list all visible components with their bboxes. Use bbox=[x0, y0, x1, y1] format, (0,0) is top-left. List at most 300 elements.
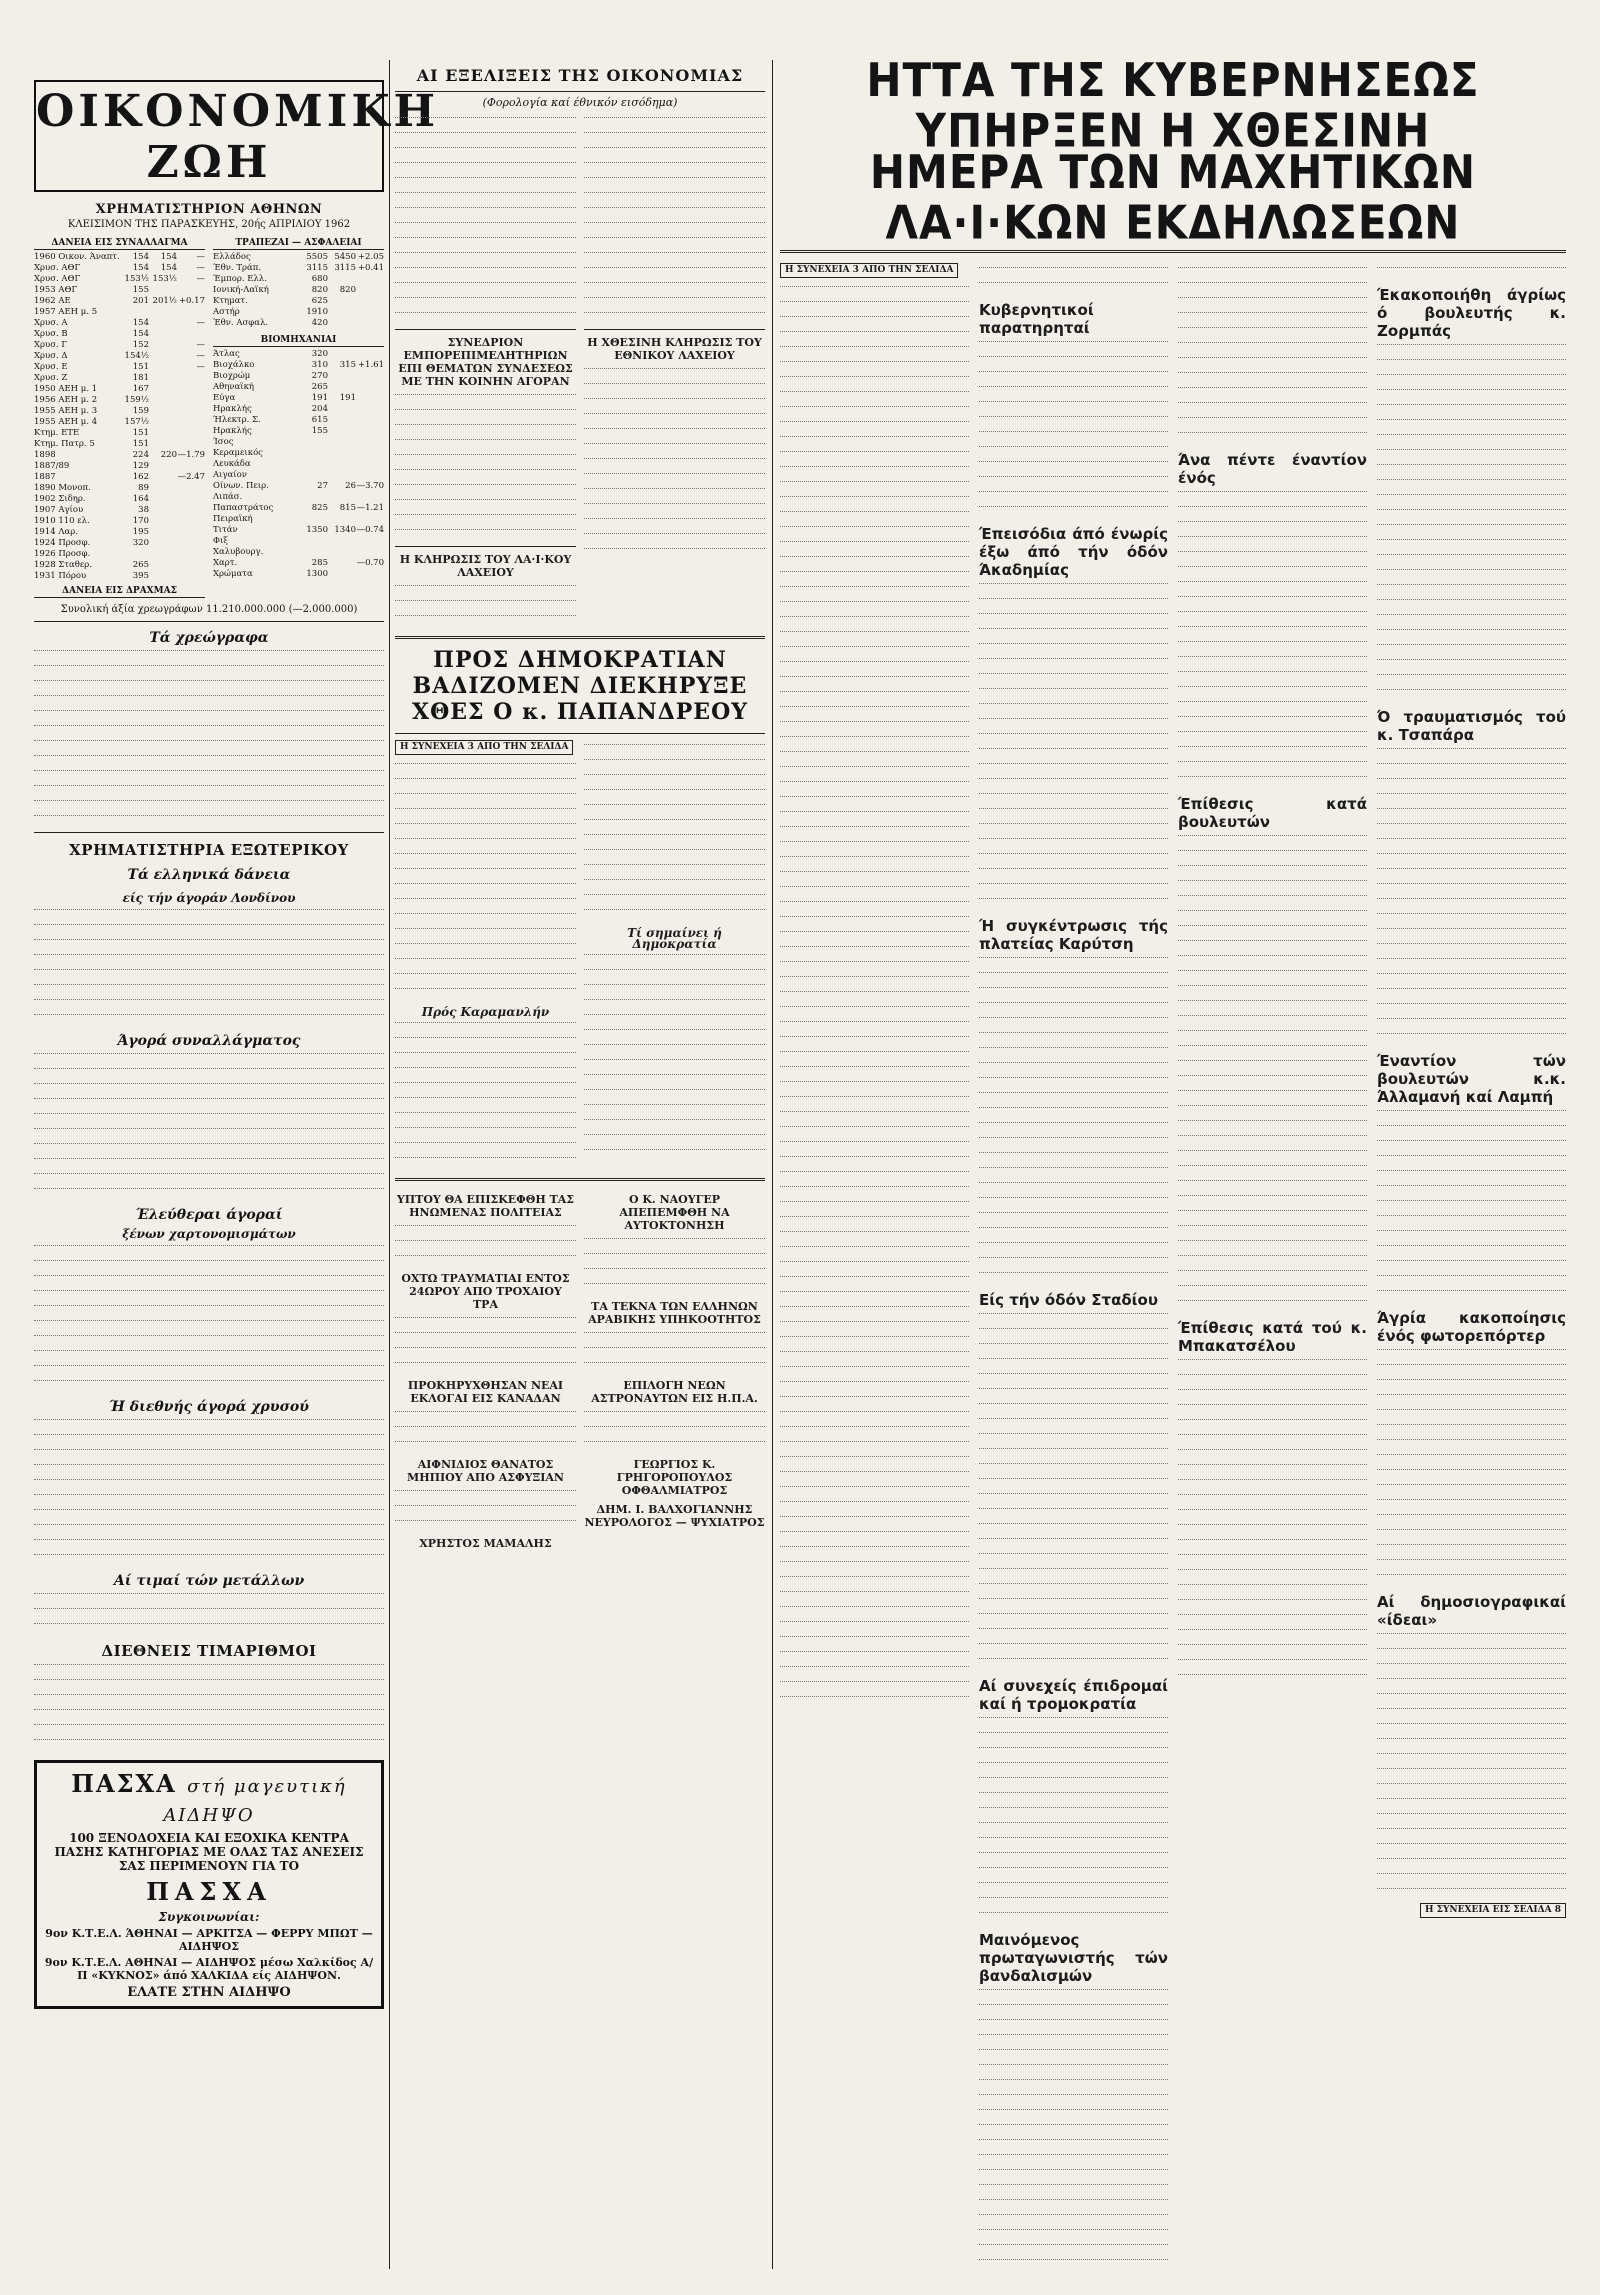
table-cell bbox=[328, 437, 356, 448]
table-cell: — bbox=[196, 362, 205, 372]
table-cell: 155 bbox=[311, 426, 328, 436]
table-cell bbox=[356, 514, 384, 525]
ad-route: 9ον Κ.Τ.Ε.Λ. ΆΘΗΝΑΙ — ΑΡΚΙΤΣΑ — ΦΕΡΡΥ ΜΠΩΤ — ΑΙΔΗΨΟΣ bbox=[45, 1927, 373, 1953]
table-cell: Ιονική-Λαϊκή bbox=[213, 285, 269, 295]
table-cell bbox=[356, 536, 384, 547]
industries-table-body bbox=[213, 349, 384, 580]
table-cell: Αθηναϊκή bbox=[213, 382, 254, 392]
papandreou-columns bbox=[395, 740, 765, 1172]
article-body bbox=[395, 1187, 576, 1556]
karamanlis-heading: Πρός Καραμανλήν bbox=[421, 1005, 550, 1020]
table-cell bbox=[328, 558, 356, 569]
table-row bbox=[213, 481, 384, 492]
table-cell: +0.17 bbox=[178, 296, 205, 306]
table-cell bbox=[177, 329, 205, 340]
total-value: Συνολική άξία χρεωγράφων 11.210.000.000 (—2.000.000) bbox=[60, 604, 358, 615]
ad-connections-label: Συγκοινωνίαι: bbox=[158, 1910, 260, 1924]
table-cell bbox=[177, 384, 205, 395]
table-cell: 1926 Προσφ. bbox=[34, 549, 91, 559]
table-cell bbox=[149, 351, 177, 362]
table-row bbox=[213, 404, 384, 415]
ad-route: 9ον Κ.Τ.Ε.Λ. ΑΘΗΝΑΙ — ΑΙΔΗΨΟΣ μέσω Χαλκίδος Α/Π «ΚΥΚΝΟΣ» άπό ΧΑΛΚΙΔΑ είς ΑΙΔΗΨΟΝ. bbox=[44, 1956, 374, 1982]
table-cell: 1902 Σιδηρ. bbox=[34, 494, 86, 504]
table-cell: 89 bbox=[138, 483, 149, 493]
table-cell bbox=[300, 492, 328, 503]
table-cell bbox=[356, 318, 384, 329]
table-cell: 167 bbox=[132, 384, 149, 394]
table-cell bbox=[149, 417, 177, 428]
table-row bbox=[213, 569, 384, 580]
table-cell: 151 bbox=[132, 428, 149, 438]
table-cell: 1962 ΑΕ bbox=[34, 296, 71, 306]
table-cell bbox=[356, 371, 384, 382]
greek-loans-heading: Τά ελληνικά δάνεια bbox=[127, 867, 291, 883]
subheading: Άνα πέντε έναντίον ένός bbox=[1178, 451, 1367, 487]
table-cell: — bbox=[196, 340, 205, 350]
table-cell: Χαλυβουργ. bbox=[213, 547, 264, 557]
table-cell: 201½ bbox=[152, 296, 177, 306]
table-cell: 3115 bbox=[306, 263, 328, 273]
table-cell: Κτημ. Πατρ. 5 bbox=[34, 439, 95, 449]
table-cell: Έθν. Τράπ. bbox=[213, 263, 262, 273]
finance-section bbox=[34, 60, 440, 2009]
table-row bbox=[213, 371, 384, 382]
table-cell bbox=[328, 349, 356, 360]
table-row bbox=[213, 448, 384, 459]
subheading: Ό τραυματισμός τού κ. Τσαπάρα bbox=[1377, 708, 1566, 744]
main-headline-line-1: ΗΤΤΑ ΤΗΣ ΚΥΒΕΡΝΗΣΕΩΣ ΥΠΗΡΞΕΝ Η ΧΘΕΣΙΝΗ bbox=[866, 53, 1480, 158]
table-cell bbox=[149, 505, 177, 516]
popular-lottery-title: Η ΚΛΗΡΩΣΙΣ ΤΟΥ ΛΑ·Ι·ΚΟΥ ΛΑΧΕΙΟΥ bbox=[399, 553, 572, 579]
table-cell: —0.70 bbox=[356, 558, 384, 568]
table-cell: 310 bbox=[311, 360, 328, 370]
table-row bbox=[34, 516, 205, 527]
masthead-title: ΟΙΚΟΝΟΜΙΚΗ ΖΩΗ bbox=[36, 86, 440, 188]
table-cell bbox=[356, 393, 384, 404]
subheading: Έπίθεσις κατά τού κ. Μπακατσέλου bbox=[1178, 1319, 1367, 1355]
column-rule bbox=[772, 60, 773, 2269]
london-heading: είς τήν άγοράν Λονδίνου bbox=[122, 891, 296, 905]
table-cell: —0.74 bbox=[356, 525, 384, 535]
table-cell: 1898 bbox=[34, 450, 56, 460]
table-cell: 154 bbox=[132, 318, 149, 328]
banks-table-title: ΤΡΑΠΕΖΑΙ — ΑΣΦΑΛΕΙΑΙ bbox=[213, 238, 384, 250]
table-cell: 27 bbox=[317, 481, 328, 491]
table-row bbox=[34, 505, 205, 516]
table-cell bbox=[149, 549, 177, 560]
table-cell: Αστήρ bbox=[213, 307, 240, 317]
table-cell bbox=[328, 415, 356, 426]
securities-heading: Τά χρεώγραφα bbox=[149, 630, 269, 646]
subheading: Είς τήν όδόν Σταδίου bbox=[979, 1291, 1158, 1309]
table-row bbox=[34, 527, 205, 538]
table-cell: 159 bbox=[132, 406, 149, 416]
main-news-columns bbox=[780, 263, 1566, 2274]
table-cell: 1887 bbox=[34, 472, 56, 482]
table-cell bbox=[356, 307, 384, 318]
news-title: ΤΑ ΤΕΚΝΑ ΤΩΝ ΕΛΛΗΝΩΝ ΑΡΑΒΙΚΗΣ ΥΠΗΚΟΟΤΗΤΟΣ bbox=[588, 1300, 761, 1327]
table-cell bbox=[356, 426, 384, 437]
lottery-numbers bbox=[584, 368, 765, 559]
advert-doctor: ΧΡΗΣΤΟΣ ΜΑΜΑΛΗΣ bbox=[419, 1537, 552, 1551]
table-cell bbox=[328, 536, 356, 547]
table-cell bbox=[149, 373, 177, 384]
table-cell: Κτηματ. bbox=[213, 296, 248, 306]
table-cell bbox=[328, 404, 356, 415]
table-cell: 1890 Μονοπ. bbox=[34, 483, 91, 493]
news-title: ΠΡΟΚΗΡΥΧΘΗΣΑΝ ΝΕΑΙ ΕΚΛΟΓΑΙ ΕΙΣ ΚΑΝΑΔΑΝ bbox=[407, 1379, 564, 1406]
short-news-columns bbox=[395, 1187, 765, 1556]
gold-market-heading: Ή διεθνής άγορά χρυσού bbox=[109, 1399, 309, 1415]
article-body bbox=[979, 263, 1168, 2274]
subheading: Έναντίον τών βουλευτών κ.κ. Άλλαμανή καί Λαμπή bbox=[1377, 1052, 1566, 1106]
table-cell bbox=[149, 362, 177, 373]
table-cell bbox=[356, 547, 384, 558]
table-cell bbox=[356, 492, 384, 503]
table-row bbox=[213, 558, 384, 569]
table-row bbox=[213, 525, 384, 536]
table-cell: 191 bbox=[339, 393, 356, 403]
table-cell: Ελλάδος bbox=[213, 252, 251, 262]
table-cell: 1953 ΑΘΓ bbox=[34, 285, 78, 295]
table-row bbox=[34, 285, 205, 296]
table-cell bbox=[328, 569, 356, 580]
table-cell: Χρυσ. Β bbox=[34, 329, 68, 339]
advert-doctor: ΔΗΜ. Ι. ΒΑΛΧΟΓΙΑΝΝΗΣ ΝΕΥΡΟΛΟΓΟΣ — ΨΥΧΙΑΤΡΟΣ bbox=[584, 1503, 765, 1530]
table-cell bbox=[300, 547, 328, 558]
table-row bbox=[213, 503, 384, 514]
continuation-tag: Η ΣΥΝΕΧΕΙΑ ΕΙΣ ΣΕΛΙΔΑ 8 bbox=[1420, 1903, 1566, 1918]
table-cell bbox=[177, 395, 205, 406]
table-cell bbox=[149, 285, 177, 296]
table-cell: 152 bbox=[132, 340, 149, 350]
table-cell: Χρώματα bbox=[213, 569, 253, 579]
table-cell: 1956 ΑΕΗ μ. 2 bbox=[34, 395, 98, 405]
article-body bbox=[395, 740, 576, 1172]
table-row bbox=[34, 274, 205, 285]
table-cell: Έμπορ. Ελλ. bbox=[213, 274, 267, 284]
table-cell: 1924 Προσφ. bbox=[34, 538, 91, 548]
table-cell bbox=[300, 437, 328, 448]
table-cell bbox=[328, 296, 356, 307]
table-cell: 265 bbox=[311, 382, 328, 392]
table-row bbox=[34, 560, 205, 571]
table-row bbox=[34, 494, 205, 505]
table-cell: Χρυσ. Δ bbox=[34, 351, 68, 361]
table-cell: 1340 bbox=[334, 525, 356, 535]
news-title: Ο Κ. ΝΑΟΥΓΕΡ ΑΠΕΠΕΜΦΘΗ ΝΑ ΑΥΤΟΚΤΟΝΗΣΗ bbox=[619, 1193, 730, 1233]
table-cell: — bbox=[196, 252, 205, 262]
table-cell: Παπαστράτος bbox=[213, 503, 274, 513]
article-body bbox=[34, 1053, 384, 1199]
table-cell: 151 bbox=[132, 439, 149, 449]
table-cell bbox=[328, 514, 356, 525]
table-cell bbox=[177, 571, 205, 582]
table-cell: Πειραϊκή bbox=[213, 514, 253, 524]
table-cell: 320 bbox=[311, 349, 328, 359]
table-cell bbox=[149, 384, 177, 395]
table-cell bbox=[356, 404, 384, 415]
continuation-tag: Η ΣΥΝΕΧΕΙΑ 3 ΑΠΟ ΤΗΝ ΣΕΛΙΔΑ bbox=[395, 740, 573, 755]
table-cell: —2.47 bbox=[177, 472, 205, 482]
news-title: ΥΠΤΟΥ ΘΑ ΕΠΙΣΚΕΦΘΗ ΤΑΣ ΗΝΩΜΕΝΑΣ ΠΟΛΙΤΕΙΑΣ bbox=[396, 1193, 575, 1220]
table-cell bbox=[149, 472, 177, 483]
table-cell: 820 bbox=[339, 285, 356, 295]
table-row bbox=[213, 360, 384, 371]
ad-hotels-text: 100 ΞΕΝΟΔΟΧΕΙΑ ΚΑΙ ΕΞΟΧΙΚΑ ΚΕΝΤΡΑ ΠΑΣΗΣ ΚΑΤΗΓΟΡΙΑΣ ΜΕ ΟΛΑΣ ΤΑΣ ΑΝΕΣΕΙΣ ΣΑΣ ΠΕΡΙΜΕΝΟΥΝ ΓΙΑ ΤΟ bbox=[54, 1831, 364, 1873]
table-row bbox=[213, 492, 384, 503]
table-cell: 625 bbox=[311, 296, 328, 306]
table-cell bbox=[328, 371, 356, 382]
table-cell bbox=[300, 470, 328, 481]
table-cell: +1.61 bbox=[357, 360, 384, 370]
article-body bbox=[584, 1187, 765, 1556]
table-cell: 1950 ΑΕΗ μ. 1 bbox=[34, 384, 98, 394]
table-row bbox=[213, 415, 384, 426]
economy-subheader: (Φορολογία καί έθνικόν εισόδημα) bbox=[482, 96, 678, 109]
table-cell bbox=[177, 549, 205, 560]
table-cell: 1931 Πόρου bbox=[34, 571, 87, 581]
article-body bbox=[584, 113, 765, 630]
table-cell: 1910 bbox=[306, 307, 328, 317]
article-body bbox=[584, 740, 765, 1172]
table-cell bbox=[328, 448, 356, 459]
table-cell: — bbox=[196, 351, 205, 361]
table-row bbox=[34, 472, 205, 483]
table-cell: Ήλεκτρ. Σ. bbox=[213, 415, 261, 425]
table-cell: Άτλας bbox=[213, 349, 240, 359]
subheading: Ή συγκέντρωσις τής πλατείας Καρύτση bbox=[979, 917, 1168, 953]
metals-heading: Αί τιμαί τών μετάλλων bbox=[113, 1573, 305, 1589]
table-cell bbox=[177, 560, 205, 571]
table-row bbox=[213, 382, 384, 393]
loans-table-body bbox=[34, 252, 205, 582]
table-row bbox=[34, 263, 205, 274]
table-cell bbox=[177, 417, 205, 428]
table-cell: 615 bbox=[311, 415, 328, 425]
table-cell: 191 bbox=[311, 393, 328, 403]
table-cell: 1907 Αγίου bbox=[34, 505, 84, 515]
table-cell: 26 bbox=[345, 481, 356, 491]
table-cell: 162 bbox=[132, 472, 149, 482]
table-row bbox=[213, 296, 384, 307]
table-row bbox=[213, 263, 384, 274]
continuation-tag: Η ΣΥΝΕΧΕΙΑ 3 ΑΠΟ ΤΗΝ ΣΕΛΙΔΑ bbox=[780, 263, 958, 278]
table-cell: 129 bbox=[132, 461, 149, 471]
table-cell: 1914 Λαρ. bbox=[34, 527, 78, 537]
ad-cta: ΕΛΑΤΕ ΣΤΗΝ ΑΙΔΗΨΟ bbox=[127, 1985, 291, 2000]
fx-market-heading: Άγορά συναλλάγματος bbox=[117, 1033, 301, 1049]
table-row bbox=[34, 296, 205, 307]
table-row bbox=[34, 483, 205, 494]
table-cell: —1.21 bbox=[356, 503, 384, 513]
table-row bbox=[34, 538, 205, 549]
table-cell: Εύγα bbox=[213, 393, 236, 403]
table-cell: Ηρακλής bbox=[213, 426, 252, 436]
table-row bbox=[213, 349, 384, 360]
table-cell bbox=[328, 492, 356, 503]
table-row bbox=[213, 547, 384, 558]
table-cell bbox=[177, 373, 205, 384]
foreign-exchanges-heading: ΧΡΗΜΑΤΙΣΤΗΡΙΑ ΕΞΩΤΕΡΙΚΟΥ bbox=[69, 841, 349, 859]
table-cell bbox=[149, 571, 177, 582]
table-row bbox=[34, 439, 205, 450]
table-cell bbox=[149, 395, 177, 406]
table-cell: 1300 bbox=[306, 569, 328, 579]
industries-table-title: ΒΙΟΜΗΧΑΝΙΑΙ bbox=[213, 335, 384, 347]
table-cell: 320 bbox=[132, 538, 149, 548]
table-cell: 395 bbox=[132, 571, 149, 581]
table-cell bbox=[356, 459, 384, 470]
subheading: Έπίθεσις κατά βουλευτών bbox=[1178, 795, 1367, 831]
table-cell: 285 bbox=[311, 558, 328, 568]
table-row bbox=[34, 307, 205, 318]
table-cell bbox=[177, 527, 205, 538]
table-cell: Βιοχάλκο bbox=[213, 360, 255, 370]
table-cell: 820 bbox=[311, 285, 328, 295]
democracy-heading: Τί σημαίνει ή Δημοκρατία bbox=[627, 926, 722, 952]
article-body bbox=[780, 263, 969, 2274]
table-cell: 315 bbox=[339, 360, 356, 370]
table-cell: —1.79 bbox=[177, 450, 205, 460]
table-cell bbox=[328, 307, 356, 318]
table-cell: Ίσος bbox=[213, 437, 234, 447]
table-cell: Χρυσ. ΑΘΓ bbox=[34, 263, 81, 273]
table-cell: — bbox=[196, 274, 205, 284]
table-cell bbox=[328, 318, 356, 329]
ad-headline: ΠΑΣΧΑ στή μαγευτική ΑΙΔΗΨΟ bbox=[71, 1769, 347, 1826]
indices-heading: ΔΙΕΘΝΕΙΣ ΤΙΜΑΡΙΘΜΟΙ bbox=[101, 1642, 317, 1660]
table-cell bbox=[300, 514, 328, 525]
easter-advertisement bbox=[34, 1760, 384, 2009]
table-cell bbox=[356, 448, 384, 459]
table-cell: Χαρτ. bbox=[213, 558, 238, 568]
table-cell bbox=[121, 549, 149, 560]
article-body bbox=[34, 909, 384, 1025]
table-cell: 1960 Οικον. Άναπτ. bbox=[34, 252, 120, 262]
table-cell: 195 bbox=[132, 527, 149, 537]
table-cell: Χρυσ. Γ bbox=[34, 340, 68, 350]
table-cell bbox=[300, 536, 328, 547]
table-cell bbox=[177, 538, 205, 549]
main-headline-line-2: ΗΜΕΡΑ ΤΩΝ ΜΑΧΗΤΙΚΩΝ ΛΑ·Ι·ΚΩΝ ΕΚΔΗΛΩΣΕΩΝ bbox=[869, 145, 1477, 250]
table-row bbox=[34, 395, 205, 406]
chambers-congress-title: ΣΥΝΕΔΡΙΟΝ ΕΜΠΟΡΕΠΙΜΕΛΗΤΗΡΙΩΝ ΕΠΙ ΘΕΜΑΤΩΝ ΣΥΝΔΕΣΕΩΣ ΜΕ ΤΗΝ ΚΟΙΝΗΝ ΑΓΟΡΑΝ bbox=[398, 336, 573, 388]
table-cell: Ηρακλής bbox=[213, 404, 252, 414]
table-cell bbox=[149, 461, 177, 472]
table-cell: Οίνων. Πειρ. bbox=[213, 481, 269, 491]
table-cell: Αιγαίον bbox=[213, 470, 247, 480]
subheading: Άγρία κακοποίησις ένός φωτορεπόρτερ bbox=[1377, 1309, 1566, 1345]
table-cell: 201 bbox=[132, 296, 149, 306]
table-cell: Λιπάσ. bbox=[213, 492, 243, 502]
table-cell bbox=[177, 428, 205, 439]
table-row bbox=[213, 318, 384, 329]
article-body bbox=[34, 1664, 384, 1750]
table-cell bbox=[356, 285, 384, 296]
table-cell: 1957 ΑΕΗ μ. 5 bbox=[34, 307, 98, 317]
table-cell: +2.05 bbox=[357, 252, 384, 262]
table-cell bbox=[328, 547, 356, 558]
table-cell: 170 bbox=[132, 516, 149, 526]
table-cell bbox=[149, 307, 177, 318]
table-row bbox=[34, 428, 205, 439]
table-cell bbox=[356, 382, 384, 393]
table-cell: 181 bbox=[132, 373, 149, 383]
table-cell: 5505 bbox=[306, 252, 328, 262]
table-row bbox=[213, 470, 384, 481]
table-row bbox=[213, 514, 384, 525]
table-cell bbox=[177, 307, 205, 318]
table-cell: 1928 Σταθερ. bbox=[34, 560, 93, 570]
table-cell: 154½ bbox=[124, 351, 149, 361]
table-cell bbox=[356, 274, 384, 285]
table-cell bbox=[149, 538, 177, 549]
table-row bbox=[213, 274, 384, 285]
table-cell bbox=[177, 494, 205, 505]
table-cell: 38 bbox=[138, 505, 149, 515]
table-cell bbox=[149, 494, 177, 505]
table-cell bbox=[177, 285, 205, 296]
subheading: Έπεισόδια άπό ένωρίς έξω άπό τήν όδόν Άκαδημίας bbox=[979, 525, 1168, 579]
table-row bbox=[34, 571, 205, 582]
table-cell bbox=[121, 307, 149, 318]
national-lottery-title: Η ΧΘΕΣΙΝΗ ΚΛΗΡΩΣΙΣ ΤΟΥ ΕΘΝΙΚΟΥ ΛΑΧΕΙΟΥ bbox=[587, 336, 762, 362]
table-row bbox=[213, 307, 384, 318]
table-cell: Χρυσ. Ε bbox=[34, 362, 68, 372]
exchange-title: ΧΡΗΜΑΤΙΣΤΗΡΙΟΝ ΑΘΗΝΩΝ bbox=[95, 202, 323, 217]
exchange-subtitle: ΚΛΕΙΣΙΜΟΝ ΤΗΣ ΠΑΡΑΣΚΕΥΗΣ, 20ής ΑΠΡΙΛΙΟΥ 1962 bbox=[67, 219, 351, 230]
table-cell: Κεραμεικός bbox=[213, 448, 263, 458]
drachma-loans-title: ΔΑΝΕΙΑ ΕΙΣ ΔΡΑΧΜΑΣ bbox=[34, 586, 205, 598]
table-cell bbox=[356, 470, 384, 481]
table-cell bbox=[177, 505, 205, 516]
table-cell: — bbox=[196, 263, 205, 273]
table-cell: 154 bbox=[160, 252, 177, 262]
table-cell bbox=[149, 329, 177, 340]
table-cell bbox=[328, 459, 356, 470]
table-cell bbox=[177, 461, 205, 472]
subheading: Αί συνεχείς έπιδρομαί καί ή τρομοκρατία bbox=[979, 1677, 1168, 1713]
table-cell bbox=[177, 516, 205, 527]
table-cell bbox=[300, 459, 328, 470]
table-cell bbox=[356, 296, 384, 307]
table-cell: Χρυσ. ΑΘΓ bbox=[34, 274, 81, 284]
table-cell bbox=[149, 318, 177, 329]
table-cell bbox=[356, 569, 384, 580]
table-cell: 1955 ΑΕΗ μ. 3 bbox=[34, 406, 98, 416]
table-cell: 204 bbox=[311, 404, 328, 414]
table-cell bbox=[356, 437, 384, 448]
advert-doctor: ΓΕΩΡΓΙΟΣ Κ. ΓΡΗΓΟΡΟΠΟΥΛΟΣ ΟΦΘΑΛΜΙΑΤΡΟΣ bbox=[616, 1458, 733, 1498]
table-cell: Βιοχρώμ bbox=[213, 371, 251, 381]
table-cell: 153½ bbox=[152, 274, 177, 284]
table-cell bbox=[177, 483, 205, 494]
table-row bbox=[34, 318, 205, 329]
table-cell: 220 bbox=[160, 450, 177, 460]
table-row bbox=[34, 362, 205, 373]
table-cell: — bbox=[196, 318, 205, 328]
table-cell: 420 bbox=[311, 318, 328, 328]
table-cell: 1910 110 ελ. bbox=[34, 516, 90, 526]
table-row bbox=[213, 437, 384, 448]
table-cell: 3115 bbox=[334, 263, 356, 273]
column-rule bbox=[389, 60, 390, 2269]
table-cell bbox=[177, 406, 205, 417]
table-cell: 154 bbox=[160, 263, 177, 273]
table-cell: Έθν. Ασφαλ. bbox=[213, 318, 269, 328]
table-cell: Φιξ bbox=[213, 536, 228, 546]
